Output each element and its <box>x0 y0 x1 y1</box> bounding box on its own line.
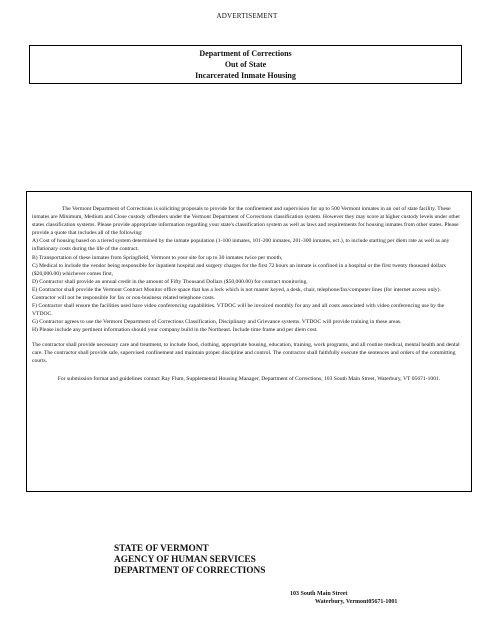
advertisement-label: ADVERTISEMENT <box>216 12 278 20</box>
address-city: Waterbury, Vermont05671-1001 <box>315 599 398 605</box>
requirement-item-e: E) Contractor shall provide the Vermont Contract Monitor office space that has a lock which is not master keyed, a desk, chair, telephone/fax/computer lines (for internet access only). Contractor will not be responsible for fax or non-business related telephone costs. <box>32 286 441 302</box>
title-box <box>29 45 462 84</box>
title-incarcerated-housing: Incarcerated Inmate Housing <box>195 71 296 80</box>
title-department: Department of Corrections <box>199 49 292 58</box>
requirement-item-a: A) Cost of housing based on a tiered system determined by the inmate population (1-100 inmates, 101-200 inmates, 201-300 inmates, ect.), to include starting per diem rate as well as any inflationary costs during the life of the contract. <box>32 238 450 253</box>
requirement-item-c: C) Medical to include the vendor being responsible for inpatient hospital and surgery charges for the first 72 hours an inmate is confined in a hospital or the first twenty thousand dollars ($20,000.00) whichever comes first, <box>32 262 446 277</box>
solicitation-body <box>26 191 472 492</box>
agency-block <box>114 544 265 577</box>
requirement-item-b: B) Transportation of these inmates from Springfield, Vermont to your site for up to 30 inmates twice per month, <box>32 254 283 261</box>
contact-paragraph: For submission format and guidelines contact Ray Flum, Supplemental Housing Manager, Department of Corrections, 103 South Main Street, Waterbury, VT 05671-1001. <box>57 375 441 382</box>
requirement-item-f: F) Contractor shall ensure the facilities used have video conferencing capabilities. VTDOC will be invoiced monthly for any and all costs associated with video conferencing use by the VTDOC. <box>32 303 445 318</box>
agency-state: STATE OF VERMONT <box>114 544 209 554</box>
requirement-item-h: H) Please include any pertinent information should your company build in the Northeast. Include time frame and per diem cost. <box>32 327 318 334</box>
requirement-item-d: D) Contractor shall provide an annual credit in the amount of Fifty Thousand Dollars ($50,000.00) for contract monitoring. <box>32 278 308 285</box>
mailing-address <box>290 590 397 606</box>
agency-human-services: AGENCY OF HUMAN SERVICES <box>114 555 256 565</box>
agency-corrections: DEPARTMENT OF CORRECTIONS <box>114 566 266 576</box>
address-street: 103 South Main Street <box>290 591 348 597</box>
intro-paragraph: The Vermont Department of Corrections is soliciting proposals to provide for the confinement and supervision for up to 500 Vermont inmates in an out of state facility. These inmates are Minimum, Medium and Close custody offenders under the Vermont Department of Corrections classification system. However they may score at higher custody levels under other states classification systems. Please provide appropriate information regarding your state's classification system as well as laws and requirements for housing inmates from other states. Please provide a quote that includes all of the following: <box>32 206 461 237</box>
title-out-of-state: Out of State <box>224 60 267 69</box>
services-paragraph: The contractor shall provide necessary care and treatment, to include food, clothing, appropriate housing, education, training, work programs, and all routine medical, mental health and dental care. The contractor shall provide safe, supervised confinement and maintain proper discipline and control. The contractor shall faithfully execute the sentences and orders of the committing courts. <box>32 341 460 364</box>
requirement-item-g: G) Contractor agrees to use the Vermont Department of Corrections Classification, Disciplinary and Grievance systems. VTDOC will provide training in these areas. <box>32 319 402 326</box>
